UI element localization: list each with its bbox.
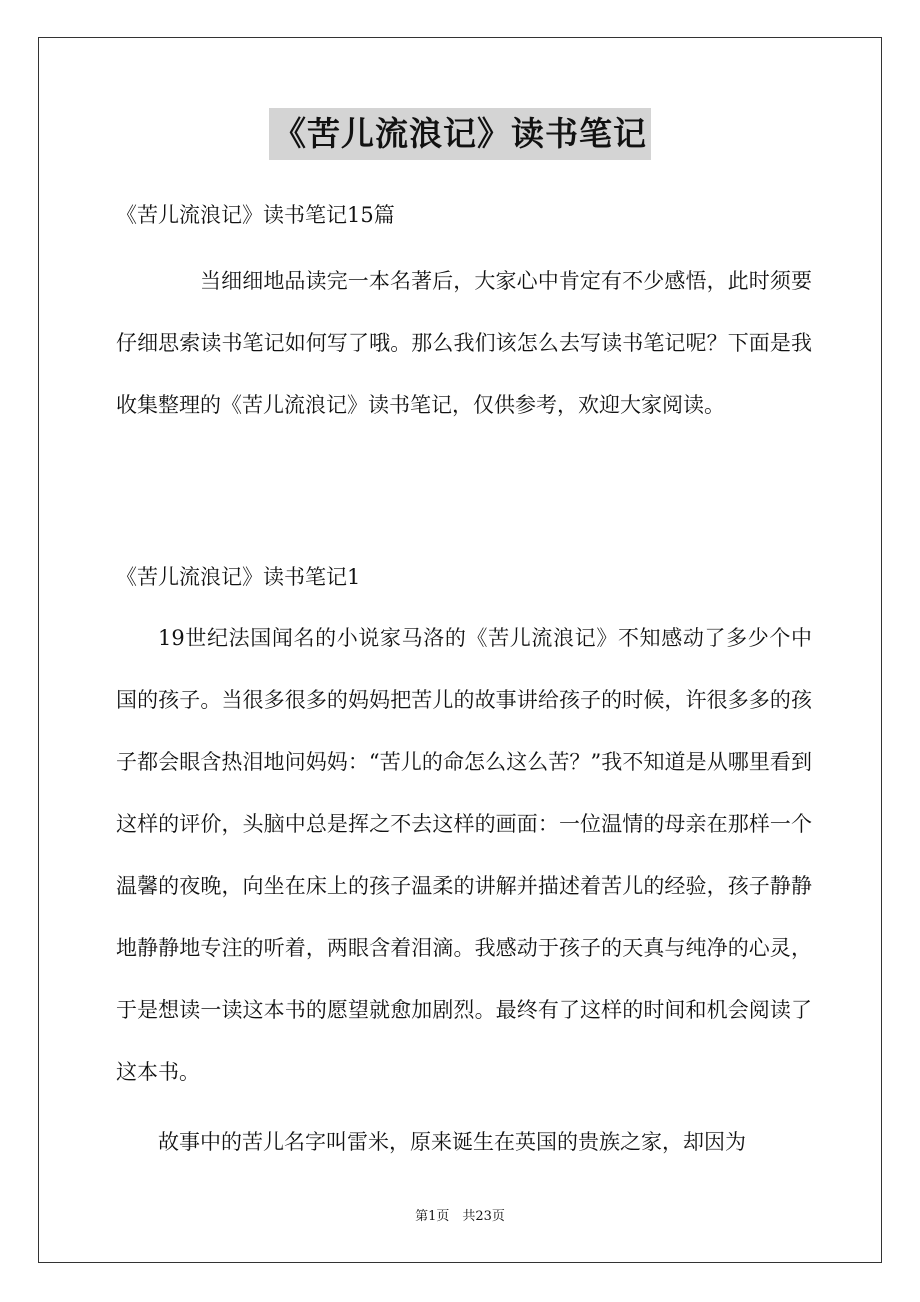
body-paragraph-2: 故事中的苦儿名字叫雷米，原来诞生在英国的贵族之家，却因为 bbox=[158, 1130, 746, 1154]
intro-paragraph: 当细细地品读完一本名著后，大家心中肯定有不少感悟，此时须要仔细思索读书笔记如何写了哦。那么我们该怎么去写读书笔记呢？下面是我收集整理的《苦儿流浪记》读书笔记，仅供参考，欢迎大家阅读。 bbox=[116, 269, 812, 417]
title-container bbox=[0, 108, 920, 160]
body-paragraph-1: 19世纪法国闻名的小说家马洛的《苦儿流浪记》不知感动了多少个中国的孩子。当很多很多的妈妈把苦儿的故事讲给孩子的时候，许很多多的孩子都会眼含热泪地问妈妈：“苦儿的命怎么这么苦？”我不知道是从哪里看到这样的评价，头脑中总是挥之不去这样的画面：一位温情的母亲在那样一个温馨的夜晚，向坐在床上的孩子温柔的讲解并描述着苦儿的经验，孩子静静地静静地专注的听着，两眼含着泪滴。我感动于孩子的天真与纯净的心灵，于是想读一读这本书的愿望就愈加剧烈。最终有了这样的时间和机会阅读了这本书。 bbox=[116, 626, 812, 1084]
document-subtitle: 《苦儿流浪记》读书笔记15篇 bbox=[116, 203, 395, 227]
document-title: 《苦儿流浪记》读书笔记 bbox=[269, 108, 651, 160]
intro-section bbox=[116, 250, 812, 436]
page-footer: 第1页 共23页 bbox=[415, 1209, 505, 1224]
body-section-1 bbox=[116, 607, 812, 1103]
section-heading: 《苦儿流浪记》读书笔记1 bbox=[116, 565, 361, 589]
body-section-2 bbox=[116, 1111, 812, 1173]
